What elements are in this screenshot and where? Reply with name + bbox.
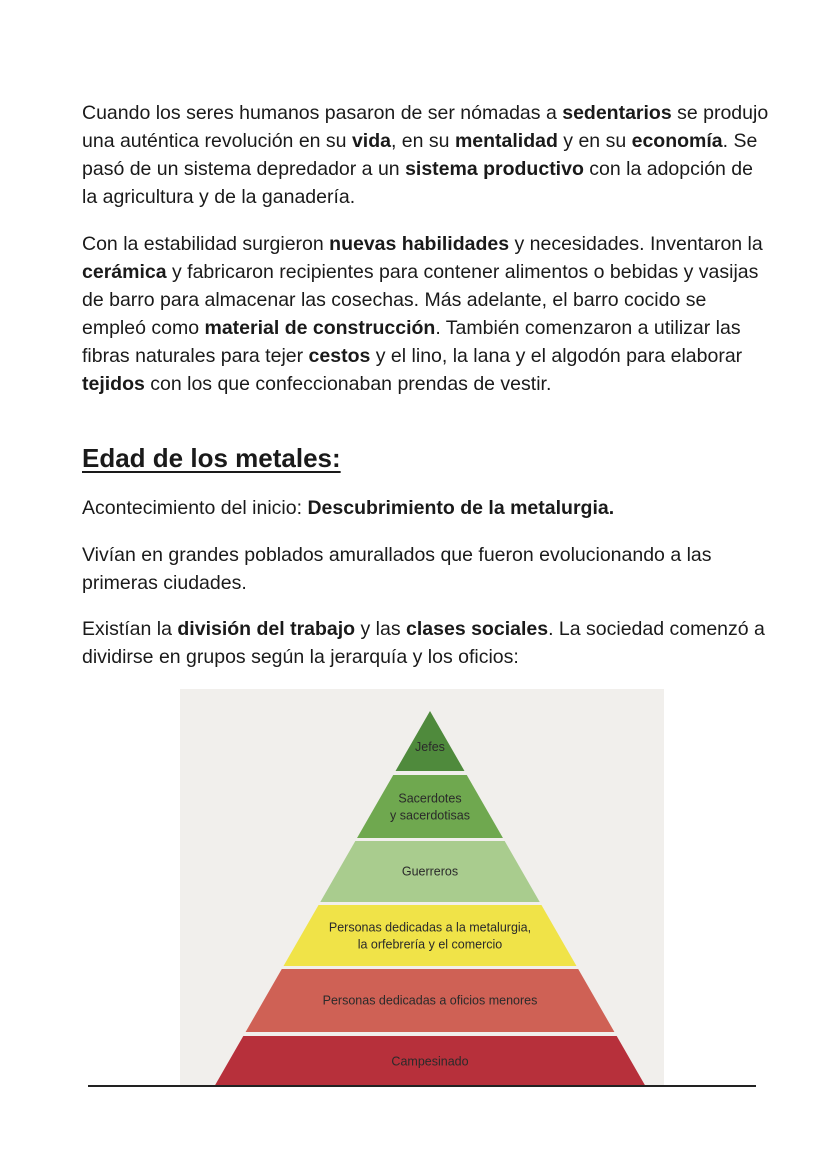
settlements-paragraph: Vivían en grandes poblados amurallados que fueron evolucionando a las primeras ciudades. [82,544,712,594]
pyramid-tier-1-label: Jefes [415,740,445,754]
social-pyramid-figure [180,689,664,1087]
pyramid-tier-2-label: y sacerdotisas [390,808,470,823]
skills-paragraph: Con la estabilidad surgieron nuevas habilidades y necesidades. Inventaron la cerámica y fabricaron recipientes para contener alimentos o bebidas y vasijas de barro para almacenar las cosechas. Más adelante, el barro cocido se empleó como material de construcción. También comenzaron a utilizar las fibras naturales para tejer cestos y el lino, la lana y el algodón para elaborar tejidos con los que confeccionaban prendas de vestir. [82,233,763,395]
pyramid-tier-3-label: Guerreros [401,864,459,879]
pyramid-tier-4-label: la orfebrería y el comercio [357,937,503,952]
social-pyramid [180,689,664,1087]
pyramid-tier-6-label: Campesinado [391,1054,469,1069]
pyramid-tier-4-label: Personas dedicadas a la metalurgia, [328,920,532,935]
section-heading: Edad de los metales: [82,443,341,473]
pyramid-tier-5-label: Personas dedicadas a oficios menores [322,993,538,1008]
intro-paragraph: Cuando los seres humanos pasaron de ser nómadas a sedentarios se produjo una auténtica revolución en su vida, en su mentalidad y en su economía. Se pasó de un sistema depredador a un sistema productivo con la adopción de la agricultura y de la ganadería. [82,102,769,208]
pyramid-tier-2 [357,775,503,838]
start-event-paragraph: Acontecimiento del inicio: Descubrimiento de la metalurgia. [82,497,615,519]
pyramid-tier-4 [284,905,577,966]
social-classes-paragraph: Existían la división del trabajo y las clases sociales. La sociedad comenzó a dividirse en grupos según la jerarquía y los oficios: [82,618,765,668]
pyramid-tier-2-label: Sacerdotes [398,791,462,806]
baseline-rule [88,1085,756,1087]
